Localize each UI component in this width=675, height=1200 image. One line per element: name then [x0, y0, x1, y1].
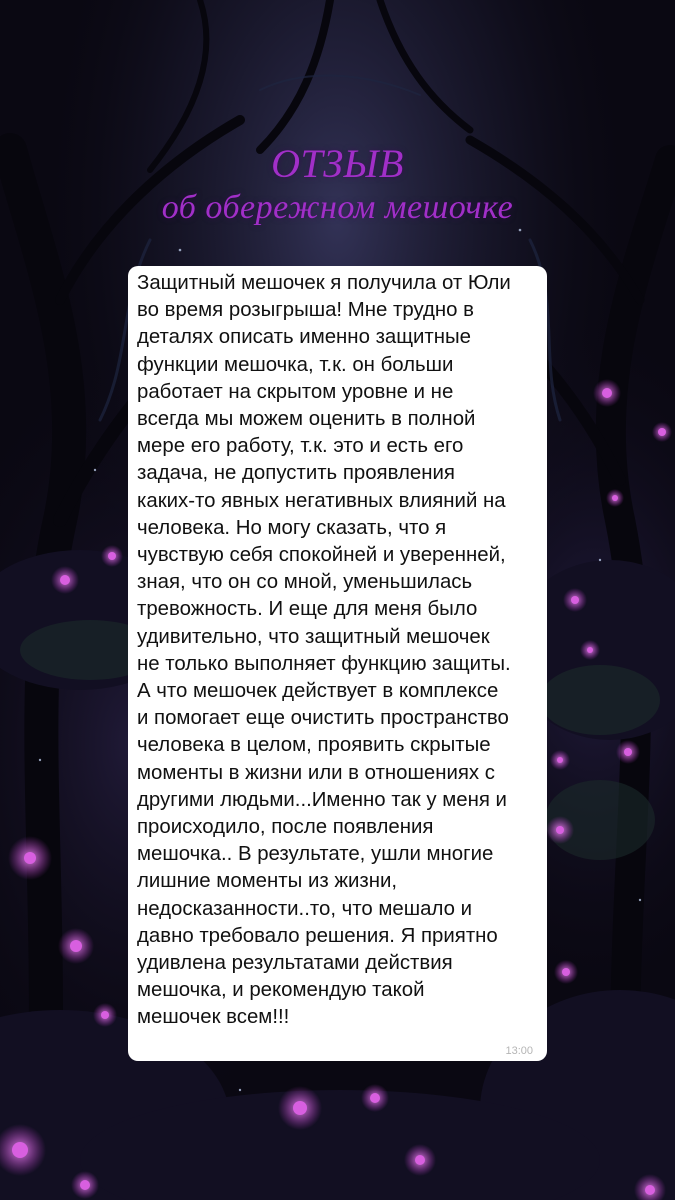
message-line: каких-то явных негативных влияний на — [137, 489, 506, 512]
message-line: человека. Но могу сказать, что я — [137, 516, 447, 539]
message-line: давно требовало решения. Я приятно — [137, 924, 498, 947]
message-line: мешочек всем!!! — [137, 1006, 290, 1029]
message-line: функции мешочка, т.к. он больши — [137, 353, 454, 376]
message-line: мешочка, и рекомендую такой — [137, 979, 425, 1002]
message-line: человека в целом, проявить скрытые — [137, 734, 491, 757]
message-line: во время розыгрыша! Мне трудно в — [137, 299, 474, 322]
message-line: и помогает еще очистить пространство — [137, 707, 509, 730]
message-line: всегда мы можем оценить в полной — [137, 408, 476, 431]
message-line: удивлена результатами действия — [137, 952, 453, 975]
message-line: моменты в жизни или в отношениях с — [137, 761, 495, 784]
message-line: другими людьми...Именно так у меня и — [137, 788, 507, 811]
message-line: не только выполняет функцию защиты. — [137, 652, 511, 675]
message-bubble — [128, 266, 547, 1061]
message-line: мешочка.. В результате, ушли многие — [137, 843, 494, 866]
message-line: мере его работу, т.к. это и есть его — [137, 435, 464, 458]
message-line: тревожность. И еще для меня было — [137, 598, 478, 621]
page-subtitle: об обережном мешочке — [161, 189, 514, 226]
message-line: работает на скрытом уровне и не — [137, 380, 454, 403]
message-timestamp: 13:00 — [505, 1045, 533, 1057]
page-title: ОТЗЫВ — [271, 141, 404, 186]
message-text — [137, 270, 539, 1032]
message-line: зная, что он со мной, уменьшилась — [137, 571, 473, 594]
message-line: А что мешочек действует в комплексе — [137, 680, 499, 703]
message-line: чувствую себя спокойней и уверенней, — [137, 544, 506, 567]
message-line: удивительно, что защитный мешочек — [137, 625, 490, 648]
message-line: недосказанности..то, что мешало и — [137, 897, 472, 920]
message-line: происходило, после появления — [137, 816, 434, 839]
message-line: задача, не допустить проявления — [137, 462, 455, 485]
message-line: Защитный мешочек я получила от Юли — [137, 272, 511, 294]
message-line: лишние моменты из жизни, — [137, 870, 398, 893]
message-line: деталях описать именно защитные — [137, 326, 472, 349]
